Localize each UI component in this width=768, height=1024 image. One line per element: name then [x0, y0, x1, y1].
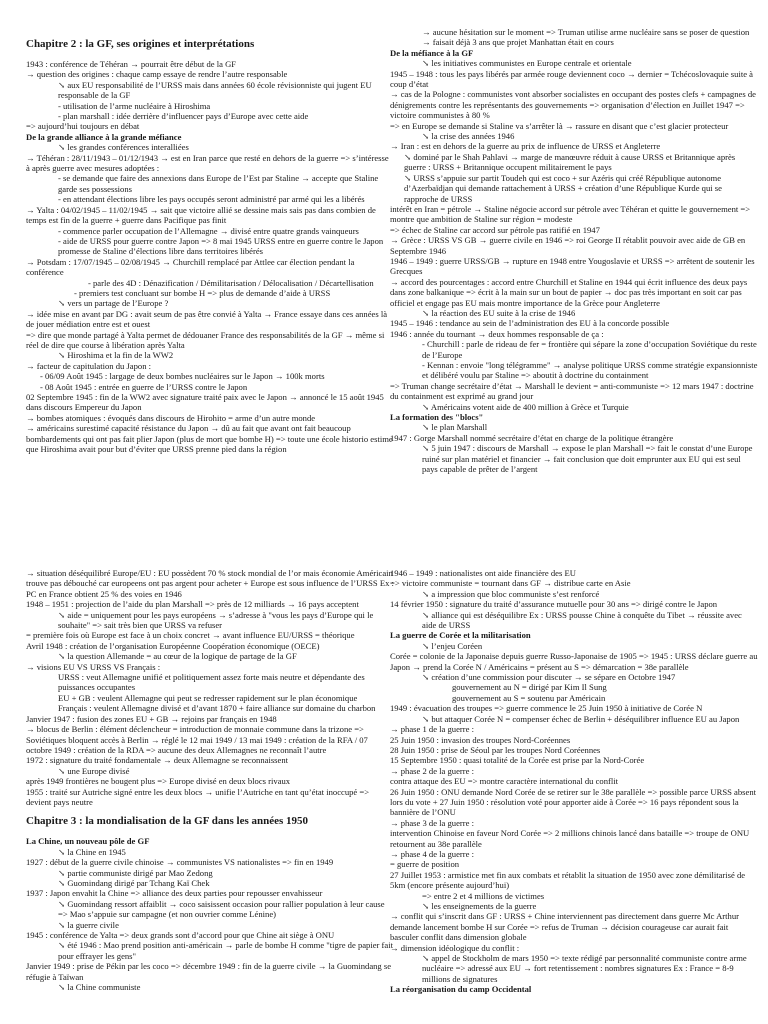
text-line: → cas de la Pologne : communistes vont absorber socialistes en occupant des postes clefs + campagnes de dénigrements contre les représentants des gouvernements => organisation d’élection en Juillet 1947 => victoire communistes à 80 % — [390, 89, 756, 121]
text-line: 02 Septembre 1945 : fin de la WW2 avec signature traité paix avec le Japon → annoncé le 15 août 1945 dans discours Empereur du Japon — [26, 392, 384, 413]
text-line: → visions EU VS URSS VS Français : — [26, 661, 161, 672]
text-line: 27 Juillet 1953 : armistice met fin aux combats et rétablit la situation de 1950 avec zone démilitarisé de 5km (encore présente aujourd’hui) — [390, 869, 746, 891]
text-line: ↘ alliance qui est déséquilibre Ex : URSS pousse Chine à conquête du Tibet → réussite avec aide de URSS — [422, 609, 742, 631]
text-line: ↘ Guomindang dirigé par Tchang Kaï Chek — [58, 877, 210, 888]
text-line: 1949 : évacuation des troupes => guerre commence le 25 Juin 1950 à initiative de Corée N — [390, 703, 703, 714]
text-line: ↘ la Chine communiste — [58, 982, 141, 993]
text-line: intervention Chinoise en faveur Nord Corée => 2 millions chinois lancé dans bataille => troupe de ONU retournent au 38e parallèle — [390, 828, 750, 849]
text-line: contra attaque des EU => montre caractère international du conflit — [390, 776, 619, 787]
section-heading: La réorganisation du camp Occidental — [390, 984, 532, 995]
text-line: - aide de URSS pour guerre contre Japon => 8 mai 1945 URSS entre en guerre contre le Japon — [58, 235, 384, 246]
text-line: ↘ les enseignements de la guerre — [422, 901, 537, 911]
section-heading: La formation des "blocs" — [390, 412, 484, 423]
text-line: → bombes atomiques : évoqués dans discours de Hirohito = arme d’un autre monde — [26, 412, 316, 423]
text-line: ↘ Américains votent aide de 400 million à Grèce et Turquie — [422, 401, 629, 412]
text-line: => aujourd’hui toujours en débat — [26, 121, 140, 132]
text-line: - en attendant élections libre les pays occupés seront administré par armé qui les a libérés — [58, 194, 365, 205]
text-line: promesse de Staline d’élections libre dans territoires libérés — [58, 246, 263, 257]
text-line: - Churchill : parle de rideau de fer = frontière qui sépare la zone d’occupation Soviétique du reste de l’Europe — [422, 339, 757, 360]
text-line: 1972 : signature du traité fondamentale → deux Allemagne se reconnaissent — [26, 755, 289, 766]
text-line: Avril 1948 : création de l’organisation Européenne Coopération économique (OECE) — [26, 640, 320, 651]
text-line: ↘ URSS s’appuie sur partit Toudeh qui est coco + sur Azéris qui créé République autonome d’Azerbaïdjan qui demande rattachement à URSS + création d’une République Kurde qui se rapproche de URSS — [404, 172, 722, 204]
text-line: ↘ appel de Stockholm de mars 1950 => texte rédigé par personnalité communiste contre arme nucléaire => adressé aux EU → fort retentissement : nombres signatures Ex : France = 8-9 millions de signatures — [422, 953, 747, 984]
text-line: → blocus de Berlin : élément déclencheur = introduction de monnaie commune dans la trizone => Soviétiques bloquent accès à Berlin → réglé le 12 mai 1949 / 13 mai 1949 : création de la RFA / 07 octobre 1949 : création de la RDA => aucune des deux Allemagnes ne reconnaît l’autre — [26, 724, 368, 755]
text-line: 1955 : traité sur Autriche signé entre les deux blocs → unifie l’Autriche en tant qu’état inoccupé => devient pays neutre — [26, 786, 370, 807]
text-line: → phase 3 de la guerre : — [390, 817, 474, 828]
section-heading: De la grande alliance à la grande méfiance — [26, 131, 182, 142]
text-line: ↘ les initiatives communistes en Europe centrale et orientale — [422, 58, 632, 69]
text-line: ↘ création d’une commission pour discuter → se sépare en Octobre 1947 — [422, 672, 676, 683]
text-line: ↘ Hiroshima et la fin de la WW2 — [58, 350, 174, 361]
text-line: - Kennan : envoie "long télégramme" → analyse politique URSS comme stratégie expansionniste et délibéré voulu par Staline => aboutit à doctrine du containment — [422, 360, 758, 381]
text-line: = guerre de position — [390, 859, 460, 870]
text-line: => dire que monde partagé à Yalta permet de dédouaner France des responsabilités de la GF → même si réel de dire que course à libération après Yalta — [26, 329, 385, 350]
text-line: ↘ le plan Marshall — [422, 422, 488, 433]
text-line: - utilisation de l’arme nucléaire à Hiroshima — [58, 100, 211, 111]
text-line: 1948 – 1951 : projection de l’aide du plan Marshall => près de 12 milliards → 16 pays acceptent — [26, 599, 359, 610]
text-line: ↘ aux EU responsabilité de l’URSS mais dans années 60 école révisionniste qui jugent EU responsable de la GF — [58, 79, 372, 101]
text-line: 1947 : Gorge Marshall nommé secrétaire d’état en charge de la politique étrangère — [390, 432, 674, 443]
text-line: - 06/09 Août 1945 : largage de deux bombes nucléaires sur le Japon → 100k morts — [40, 371, 325, 382]
text-line: → facteur de capitulation du Japon : — [26, 360, 152, 371]
text-line: ↘ but attaquer Corée N = compenser échec de Berlin + déséquilibrer influence EU au Japon — [422, 713, 740, 724]
text-line: → Yalta : 04/02/1945 – 11/02/1945 → sait que victoire allié se dessine mais sais pas dans combien de temps est fin de la guerre + guerre dans Pacifique pas finit — [26, 204, 376, 226]
text-line: - parle des 4D : Dénazification / Démilitarisation / Délocalisation / Décartellisation — [88, 277, 374, 288]
text-line: => victoire communiste = tournant dans GF → distribue carte en Asie — [390, 578, 631, 589]
chapter-heading: Chapitre 2 : la GF, ses origines et interprétations — [26, 38, 255, 50]
text-line: ↘ partie communiste dirigé par Mao Zedong — [58, 867, 213, 878]
text-line: gouvernement au N = dirigé par Kim Il Sung — [452, 682, 607, 693]
text-line: 1927 : début de la guerre civile chinoise → communistes VS nationalistes => fin en 1949 — [26, 857, 334, 868]
section-heading: La Chine, un nouveau pôle de GF — [26, 836, 150, 847]
text-line: ↘ vers un partage de l’Europe ? — [58, 298, 169, 309]
text-line: ↘ Guomindang ressort affaiblit → coco saisissent occasion pour rallier population à leur cause => Mao s’appuie sur campagne (et non ouvrier comme Lénine) — [58, 898, 385, 920]
text-line: → situation déséquilibré Europe/EU : EU possèdent 70 % stock mondial de l’or mais économie Américain trouve pas débouché car europeens ont pas argent pour acheter + Europe est sous influence de l’URSS Ex : PC en France obtient 25 % des voies en 1946 — [26, 568, 394, 599]
text-line: Janvier 1947 : fusion des zones EU + GB → rejoins par français en 1948 — [26, 713, 277, 724]
text-line: 1945 – 1948 : tous les pays libérés par armée rouge deviennent coco → dernier = Tchécoslovaquie suite à coup d’état — [390, 68, 754, 90]
text-line: - se demande que faire des annexions dans Europe de l’Est par Staline → accepte que Staline garde ses possessions — [58, 173, 379, 194]
text-line: → Grèce : URSS VS GB → guerre civile en 1946 => roi George II rétablit pouvoir avec aide de GB en Septembre 1946 — [390, 235, 746, 256]
text-line: ↘ la question Allemande = au cœur de la logique de partage de la GF — [58, 651, 297, 662]
text-line: 25 Juin 1950 : invasion des troupes Nord-Coréennes — [390, 734, 571, 745]
text-line: 26 Juin 1950 : ONU demande Nord Corée de se retirer sur le 38e parallèle => possible parce URSS absent lors du vote + 27 Juin 1950 : résolution voté pour apporter aide à Corée => 16 pays répondent sous la bannière de l’ONU — [390, 786, 756, 818]
text-line: → question des origines : chaque camp essaye de rendre l’autre responsable — [26, 69, 288, 80]
text-line: = première fois où Europe est face à un choix concret → avant influence EU/URSS = théorique — [26, 630, 355, 641]
text-line: EU + GB : veulent Allemagne qui peut se redresser rapidement sur le plan économique — [58, 692, 358, 703]
text-line: ↘ dominé par le Shah Pahlavi → marge de manœuvre réduit à cause URSS et Britannique après guerre : URSS + Britannique occupent militairement le pays — [404, 151, 736, 173]
text-line: → dimension idéologique du conflit : — [390, 942, 520, 953]
text-line: ↘ la crise des années 1946 — [422, 131, 515, 142]
text-line: → conflit qui s’inscrit dans GF : URSS + Chine interviennent pas directement dans guerre Mc Arthur demande lancement bombe H sur Corée => refus de Truman → décision courageuse car aurait fait basculer conflit dans dimension globale — [390, 911, 740, 943]
text-line: ↘ été 1946 : Mao prend position anti-américain → parle de bombe H comme "tigre de papier fait pour effrayer les gens" — [58, 940, 394, 961]
text-line: ↘ a impression que bloc communiste s’est renforcé — [422, 588, 600, 599]
chapter-heading: Chapitre 3 : la mondialisation de la GF dans les années 1950 — [26, 815, 309, 828]
text-line: 1937 : Japon envahit la Chine => alliance des deux parties pour repousser envahisseur — [26, 888, 323, 899]
text-line: après 1949 frontières ne bougent plus => Europe divisé en deux blocs rivaux — [26, 776, 291, 787]
text-line: - commence parler occupation de l’Allemagne → divisé entre quatre grands vainqueurs — [58, 225, 359, 236]
text-line: gouvernement au S = soutenu par Américain — [452, 692, 606, 703]
text-line: ↘ 5 juin 1947 : discours de Marshall → expose le plan Marshall => fait le constat d’une Europe ruiné sur plan matériel et financier → fait conclusion que doit emprunter aux EU qui est seul pays capable de prêter de l’argent — [422, 443, 753, 475]
text-line: ↘ la guerre civile — [58, 919, 119, 930]
text-line: 1943 : conférence de Téhéran → pourrait être début de la GF — [26, 59, 237, 69]
text-line: ↘ une Europe divisé — [58, 765, 130, 776]
text-line: 1946 – 1949 : nationalistes ont aide financière des EU — [390, 568, 576, 578]
text-line: 1945 – 1946 : tendance au sein de l’administration des EU à la concorde possible — [390, 318, 670, 329]
text-line: 15 Septembre 1950 : quasi totalité de la Corée est prise par la Nord-Corée — [390, 755, 645, 766]
text-line: ↘ la Chine en 1945 — [58, 846, 126, 857]
text-line: Français : veulent Allemagne divisé et d’avant 1870 + faire alliance sur domaine du charbon — [58, 703, 376, 714]
column-bottom-left — [26, 568, 394, 992]
text-line: ↘ les grandes conférences interalliées — [58, 142, 189, 153]
text-line: → américains surestimé capacité résistance du Japon → dû au fait que avant ont fait beaucoup bombardements qui ont pas fait plier Japon (plus de mort que bombe H) => toute une école historio estime que Hiroshima avait pour but d’éviter que URSS prenne pied dans la région — [26, 423, 393, 455]
text-line: → accord des pourcentages : accord entre Churchill et Staline en 1944 qui écrit influence des deux pays dans zone balkanique => écrit à la main sur un bout de papier → doc pas très important en soit car pas officiel et engage pas EU mais montre importance de la Grèce pour Angleterre — [390, 276, 748, 308]
text-line: intérêt en Iran = pétrole → Staline négocie accord sur pétrole avec Téhéran et quitte le gouvernement => montre que ambition de Staline sur région = modeste — [390, 203, 751, 225]
text-line: 1946 : année du tournant → deux hommes responsable de ça : — [390, 328, 604, 339]
text-line: => échec de Staline car accord sur pétrole pas ratifié en 1947 — [390, 224, 600, 235]
text-line: → Téhéran : 28/11/1943 – 01/12/1943 → est en Iran parce que resté en dehors de la guerre => s’intéresse à après guerre avec mesures adoptées : — [26, 152, 389, 174]
text-line: 28 Juin 1950 : prise de Séoul par les troupes Nord Coréennes — [390, 744, 601, 755]
text-line: → Iran : est en dehors de la guerre au prix de influence de URSS et Angleterre — [390, 141, 661, 152]
column-top-left — [26, 38, 394, 454]
text-line: 1946 – 1949 : guerre URSS/GB → rupture en 1948 entre Yougoslavie et URSS => arrêtent de soutenir les Grecques — [390, 255, 755, 277]
text-line: - premiers test concluant sur bombe H => plus de demande d’aide à URSS — [74, 287, 331, 298]
text-line: → phase 2 de la guerre : — [390, 765, 474, 776]
text-line: → Potsdam : 17/07/1945 – 02/08/1945 → Churchill remplacé par Attlee car élection pendant la conférence — [26, 256, 355, 278]
text-line: Janvier 1949 : prise de Pékin par les coco => décembre 1949 : fin de la guerre civile → la Guomindang se réfugie à Taïwan — [26, 961, 392, 982]
text-line: → phase 1 de la guerre : — [390, 724, 474, 735]
text-line: ↘ aide = uniquement pour les pays européens → s’adresse à "vous les pays d’Europe qui le souhaite" => sait très bien que URSS va refuser — [58, 609, 374, 631]
text-line: => Truman change secrétaire d’état → Marshall le devient = anti-communiste => 12 mars 1947 : doctrine du containment est exprimé au grand jour — [390, 380, 754, 402]
text-line: → aucune hésitation sur le moment => Truman utilise arme nucléaire sans se poser de question → faisait déjà 3 ans que projet Manhattan était en cours — [422, 27, 750, 48]
text-line: - plan marshall : idée derrière d’influencer pays d’Europe avec cette aide — [58, 111, 309, 122]
text-line: 14 février 1950 : signature du traité d’assurance mutuelle pour 30 ans => dirigé contre le Japon — [390, 599, 718, 610]
text-line: => en Europe se demande si Staline va s’arrêter là → rassure en disant que c’est glacier protecteur — [390, 120, 729, 131]
column-top-right — [390, 27, 758, 474]
text-line: URSS : veut Allemagne unifié et politiquement assez forte mais neutre et dépendante des puissances occupantes — [58, 672, 365, 693]
text-line: => entre 2 et 4 millions de victimes — [422, 890, 545, 901]
text-line: ↘ la réaction des EU suite à la crise de 1946 — [422, 307, 576, 318]
text-line: → phase 4 de la guerre : — [390, 848, 474, 859]
section-heading: De la méfiance à la GF — [390, 47, 474, 58]
text-line: ↘ l’enjeu Coréen — [422, 640, 483, 651]
text-line: 1945 : conférence de Yalta => deux grands sont d’accord pour que Chine ait siège à ONU — [26, 930, 335, 940]
column-bottom-right — [390, 568, 758, 995]
text-line: - 08 Août 1945 : entrée en guerre de l’URSS contre le Japon — [40, 381, 248, 392]
text-line: Corée = colonie de la Japonaise depuis guerre Russo-Japonaise de 1905 => 1945 : URSS déclare guerre au Japon → prend la Corée N / Américains = présent au S => démarcation = 38e parallèle — [390, 651, 758, 672]
section-heading: La guerre de Corée et la militarisation — [390, 630, 531, 641]
text-line: → idée mise en avant par DG : avait seum de pas être convié à Yalta → France essaye dans ces années là de jouer médiation entre est et ouest — [26, 308, 388, 330]
